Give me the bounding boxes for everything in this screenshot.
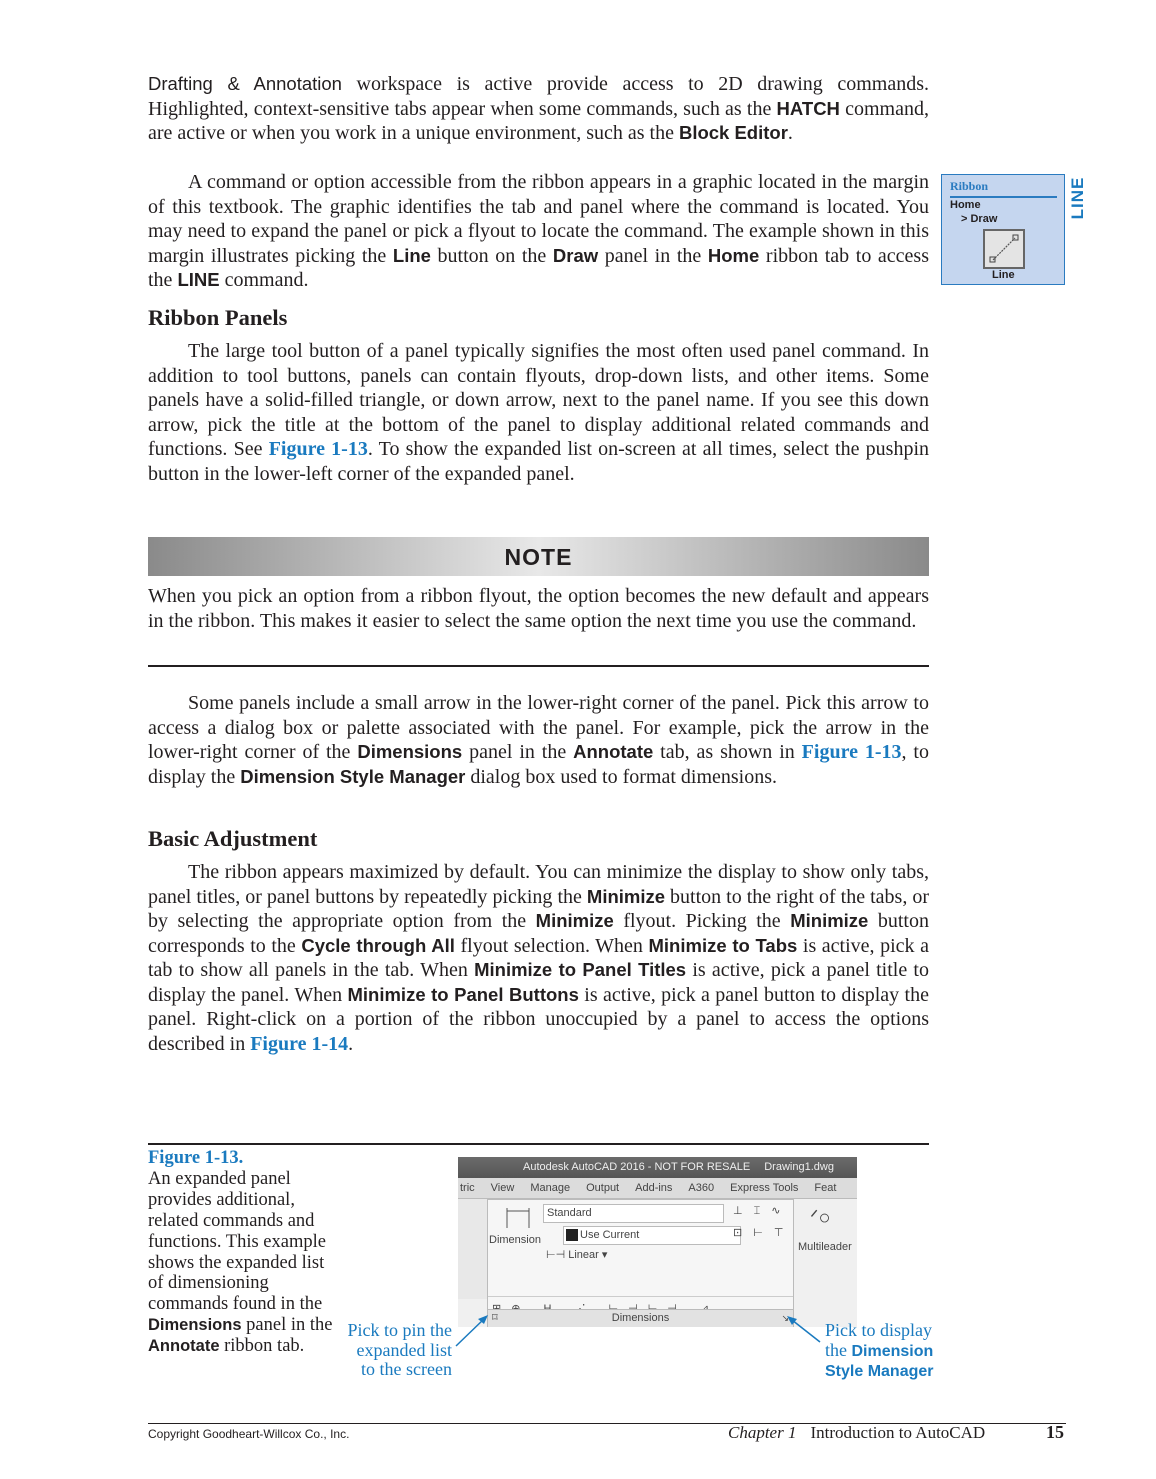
callout-arrows xyxy=(440,1310,860,1350)
pin-callout: Pick to pin the expanded list to the screen xyxy=(347,1320,452,1379)
bold-term: Minimize to Panel Titles xyxy=(474,959,687,980)
note-divider xyxy=(148,665,929,667)
figure-divider xyxy=(148,1143,929,1145)
bold-term: Dimension Style Manager xyxy=(825,1342,934,1380)
title-bar xyxy=(458,1157,857,1178)
text-run: button corresponds to the xyxy=(148,910,929,957)
dialog-launcher-icon[interactable]: ↘ xyxy=(781,1313,789,1323)
text-run: is active, pick a tab to show all panels in the tab. When xyxy=(148,934,929,981)
bold-term: Line xyxy=(392,244,431,266)
app-title: Autodesk AutoCAD 2016 - NOT FOR RESALE xyxy=(523,1161,751,1173)
text-run: Some panels include a small arrow in the lower-right corner of the panel. Pick this arrow to access a dialog box or palette associated with the panel. For example, pick the arrow in the lower-right corner of the xyxy=(148,692,929,763)
figure-link[interactable]: Figure 1-13 xyxy=(268,438,368,460)
left-panel-strip xyxy=(458,1199,487,1299)
chapter-info xyxy=(728,1423,985,1443)
figure-link[interactable]: Figure 1-14 xyxy=(250,1032,349,1055)
autocad-screenshot xyxy=(458,1157,857,1327)
paragraph-basic-adjustment xyxy=(148,860,929,1056)
tab[interactable]: tric xyxy=(460,1182,475,1194)
command-label: LINE xyxy=(1068,176,1087,220)
page-number: 15 xyxy=(1046,1422,1064,1442)
bold-term: Dimensions xyxy=(357,741,463,762)
command-name xyxy=(1067,176,1089,220)
text-run: . xyxy=(348,1032,354,1055)
bold-term: Minimize to Tabs xyxy=(648,934,798,956)
linear-label: Linear xyxy=(568,1249,599,1261)
figure-caption xyxy=(148,1148,338,1357)
divider xyxy=(950,196,1057,198)
text-run: A command or option accessible from the ribbon appears in a graphic located in the margin of this textbook. The graphic identifies the tab and panel where the command is located. You may need to expand the panel or pick a flyout to locate the command. The example shown in this margin illustrates picking the xyxy=(148,171,929,267)
tab[interactable]: Output xyxy=(586,1182,620,1194)
bold-term: Annotate xyxy=(148,1337,220,1356)
bold-term: Minimize xyxy=(790,910,869,931)
text-run: panel in the xyxy=(598,244,708,267)
tab[interactable]: Express Tools xyxy=(730,1182,799,1194)
paragraph-margin-graphic xyxy=(148,170,929,293)
text-run: command. xyxy=(219,269,309,291)
text-run: panel in the xyxy=(241,1315,333,1336)
ribbon-margin-graphic xyxy=(941,174,1065,285)
dim-tools-icons-2[interactable]: ⊡ ⊢ ⊤ xyxy=(733,1227,788,1239)
multileader-icon[interactable]: ᐟ○ xyxy=(810,1207,831,1229)
bold-term: LINE xyxy=(177,269,220,290)
text-run: An expanded panel provides additional, related commands and functions. This example shows the expanded list of dimensioning commands found in the xyxy=(148,1168,326,1315)
text-run: . xyxy=(787,122,793,144)
bold-term: HATCH xyxy=(776,97,840,119)
chapter-title: Introduction to AutoCAD xyxy=(810,1423,986,1442)
chapter-number: Chapter 1 xyxy=(728,1423,797,1442)
tab-label: Home xyxy=(950,199,981,211)
style-manager-callout xyxy=(825,1321,945,1382)
linear-button[interactable]: ⊢⊣ Linear ▾ xyxy=(546,1249,608,1261)
text-run: ribbon tab. xyxy=(219,1336,305,1357)
paragraph-panel-arrow xyxy=(148,691,929,789)
ribbon-tabs xyxy=(458,1178,857,1199)
bold-term: Dimensions xyxy=(148,1316,242,1335)
left-arrow xyxy=(456,1318,485,1346)
text-run: tab, as shown in xyxy=(653,741,802,763)
panel-title: Dimensions xyxy=(611,1312,670,1324)
bold-term: Minimize xyxy=(535,910,614,931)
multileader-button[interactable]: Multileader xyxy=(798,1241,852,1253)
tab[interactable]: A360 xyxy=(688,1182,715,1194)
note-title: NOTE xyxy=(504,544,573,570)
text-run: is active, pick a panel title to display the panel. When xyxy=(148,959,929,1006)
text-run: . To show the expanded list on-screen at all times, select the pushpin button in the lower-left corner of the expanded panel. xyxy=(148,438,930,485)
figure-title: Figure 1-13. xyxy=(148,1148,244,1168)
pushpin-icon[interactable]: ⌑ xyxy=(492,1312,498,1324)
panel-label: > Draw xyxy=(961,213,998,225)
layer-value: Use Current xyxy=(580,1229,640,1241)
line-icon xyxy=(983,229,1025,269)
copyright: Copyright Goodheart-Willcox Co., Inc. xyxy=(148,1427,350,1441)
text-run: ribbon tab to access the xyxy=(148,244,929,291)
dim-tools-icons[interactable]: ⊥ ⌶ ∿ xyxy=(733,1205,785,1217)
note-text xyxy=(148,584,929,633)
text-run: The ribbon appears maximized by default. You can minimize the display to show only tabs, panel titles, or panel buttons by repeatedly picking the xyxy=(148,861,929,908)
note-header xyxy=(148,537,929,576)
layer-dropdown[interactable] xyxy=(563,1226,741,1245)
dimension-button[interactable]: Dimension xyxy=(489,1234,541,1246)
text-run: Drafting & Annotation xyxy=(148,73,342,94)
text-run: button on the xyxy=(430,244,553,267)
paragraph-workspace xyxy=(148,72,929,146)
heading-basic-adjustment: Basic Adjustment xyxy=(148,826,318,851)
text-run: When you pick an option from a ribbon flyout, the option becomes the new default and appears in the ribbon. This makes it easier to select the same option the next time you use the command. xyxy=(148,585,929,632)
text-run: The large tool button of a panel typically signifies the most often used panel command. In addition to tool buttons, panels can contain flyouts, drop-down lists, and other items. Some panels have a solid-filled triangle, or down arrow, next to the panel name. If you see this down arrow, pick the title at the bottom of the panel to display additional related commands and functions. See xyxy=(148,340,929,460)
file-name: Drawing1.dwg xyxy=(764,1161,834,1173)
bold-term: Cycle through All xyxy=(301,934,455,956)
text-run: flyout. Picking the xyxy=(613,910,791,932)
bold-term: Minimize to Panel Buttons xyxy=(347,983,579,1005)
bold-term: Draw xyxy=(552,244,599,266)
tab[interactable]: View xyxy=(490,1182,515,1194)
text-run: Pick to display the xyxy=(825,1320,932,1360)
tab[interactable]: Add-ins xyxy=(635,1182,673,1194)
color-swatch xyxy=(566,1229,578,1241)
figure-link[interactable]: Figure 1-13 xyxy=(801,741,902,763)
text-run: button to the right of the tabs, or by selecting the appropriate option from the xyxy=(148,885,929,932)
paragraph-ribbon-panels xyxy=(148,339,929,486)
caption-text xyxy=(148,1169,338,1357)
dimension-icon[interactable] xyxy=(504,1206,532,1230)
dimensions-panel-expanded xyxy=(487,1199,794,1327)
tab[interactable]: Manage xyxy=(530,1182,571,1194)
divider xyxy=(488,1296,793,1297)
ribbon-label: Ribbon xyxy=(950,179,989,193)
text-run: dialog box used to format dimensions. xyxy=(465,765,778,788)
text-run: workspace is active provide access to 2D drawing commands. Highlighted, context-sensitive tabs appear when some commands, such as the xyxy=(148,73,929,120)
text-run: , to display the xyxy=(148,741,929,788)
right-arrow xyxy=(792,1320,820,1342)
text-run: is active, pick a panel button to display the panel. Right-click on a portion of the ribbon unoccupied by a panel to access the options described in xyxy=(148,983,929,1055)
text-run: command, are active or when you work in a unique environment, such as the xyxy=(148,97,929,144)
bold-term: Annotate xyxy=(573,741,654,762)
dim-style-dropdown[interactable]: Standard xyxy=(543,1204,724,1223)
heading-ribbon-panels: Ribbon Panels xyxy=(148,305,288,330)
bold-term: Home xyxy=(707,244,760,266)
bold-term: Minimize xyxy=(586,885,666,907)
bold-term: Block Editor xyxy=(678,122,788,143)
bold-term: Dimension Style Manager xyxy=(240,765,466,787)
text-run: panel in the xyxy=(462,741,574,763)
button-label: Line xyxy=(992,269,1015,281)
tab[interactable]: Feat xyxy=(814,1182,837,1194)
text-run: flyout selection. When xyxy=(454,934,649,957)
